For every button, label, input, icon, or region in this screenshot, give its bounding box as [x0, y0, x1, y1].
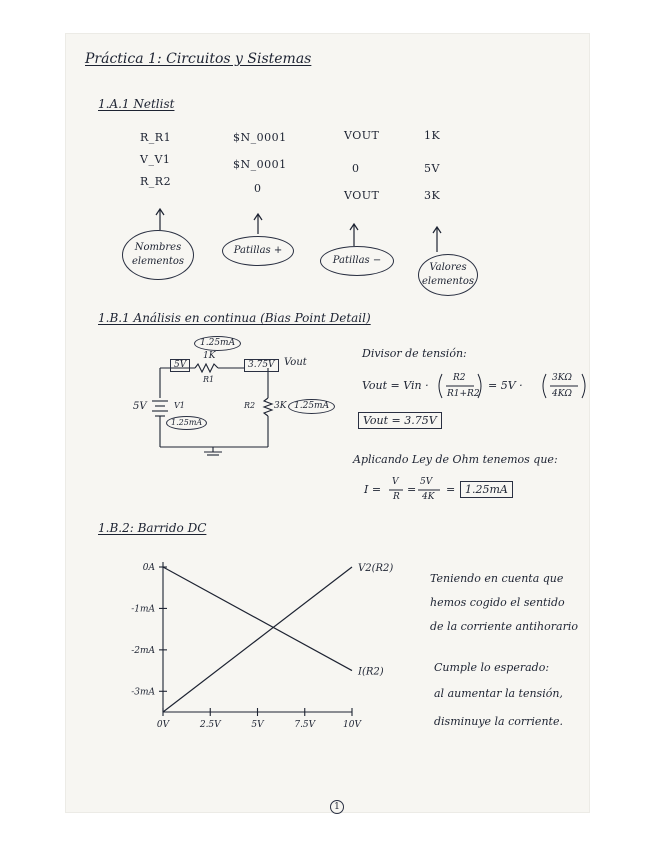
series-line — [163, 567, 352, 671]
circuit-r1-name: R1 — [203, 375, 215, 384]
frac3-den: R — [393, 492, 400, 502]
page-number: 1 — [330, 800, 344, 814]
circuit-source-current: 1.25mA — [166, 416, 207, 430]
x-tick-label: 5V — [251, 720, 264, 730]
y-tick-label: -1mA — [131, 604, 155, 615]
current-expr-left: I = — [364, 483, 382, 496]
x-tick-label: 7.5V — [294, 720, 316, 730]
sweep-conclusion-line-3: disminuye la corriente. — [434, 715, 563, 728]
series-label: V2(R2) — [358, 563, 394, 574]
netlist-cell-r1-neg: VOUT — [344, 129, 380, 142]
circuit-node-left: 5V — [170, 359, 190, 372]
y-tick-label: 0A — [142, 563, 155, 573]
circuit-r1-value: 1K — [203, 351, 216, 361]
netlist-cell-v1-name: V_V1 — [140, 153, 171, 166]
netlist-cell-r1-pos: $N_0001 — [233, 131, 287, 144]
netlist-cell-r2-val: 3K — [424, 189, 441, 202]
sweep-comment-line-2: hemos cogido el sentido — [430, 596, 565, 609]
frac4-num: 5V — [420, 477, 433, 487]
sweep-conclusion-line-1: Cumple lo esperado: — [434, 661, 550, 674]
netlist-cell-v1-val: 5V — [424, 162, 440, 175]
netlist-heading: 1.A.1 Netlist — [98, 97, 175, 111]
current-result: 1.25mA — [460, 481, 513, 498]
frac2-num: 3KΩ — [552, 373, 572, 383]
divider-label: Divisor de tensión: — [362, 347, 467, 360]
series-label: I(R2) — [358, 666, 384, 678]
netlist-cell-v1-neg: 0 — [352, 162, 360, 175]
netlist-cell-v1-pos: $N_0001 — [233, 158, 287, 171]
ohm-label: Aplicando Ley de Ohm tenemos que: — [353, 453, 558, 466]
circuit-r2-value: 3K — [274, 401, 287, 411]
circuit-r2-name: R2 — [244, 401, 256, 410]
netlist-cell-r2-name: R_R2 — [140, 175, 172, 188]
sweep-heading: 1.B.2: Barrido DC — [98, 521, 207, 535]
vout-expr-mid: = 5V · — [488, 379, 523, 392]
circuit-current-top: 1.25mA — [194, 336, 241, 351]
label-positive-pins: Patillas + — [222, 236, 294, 266]
frac1-num: R2 — [453, 373, 466, 383]
y-tick-label: -2mA — [131, 645, 155, 656]
eq-sign-2: = — [446, 483, 456, 496]
y-tick-label: -3mA — [131, 687, 155, 698]
frac3-num: V — [392, 477, 399, 487]
frac1-den: R1+R2 — [447, 389, 480, 399]
circuit-source-name: V1 — [174, 401, 185, 410]
circuit-source-voltage: 5V — [133, 401, 147, 412]
series-line — [163, 567, 352, 712]
vout-result: Vout = 3.75V — [358, 412, 442, 429]
frac4-den: 4K — [422, 492, 435, 502]
circuit-r2-current: 1.25mA — [288, 399, 335, 414]
label-element-values: Valores elementos — [418, 254, 478, 296]
netlist-cell-r1-val: 1K — [424, 129, 441, 142]
x-tick-label: 10V — [343, 720, 361, 730]
frac2-den: 4KΩ — [552, 389, 572, 399]
circuit-node-right: 3.75V — [244, 359, 279, 372]
label-element-names: Nombres elementos — [122, 230, 194, 280]
bias-heading: 1.B.1 Análisis en continua (Bias Point Detail) — [98, 311, 371, 325]
netlist-cell-r2-pos: 0 — [254, 182, 262, 195]
circuit-vout-label: Vout — [284, 357, 307, 368]
netlist-cell-r2-neg: VOUT — [344, 189, 380, 202]
eq-sign-1: = — [407, 483, 417, 496]
vout-expr-left: Vout = Vin · — [362, 379, 429, 392]
sweep-comment-line-1: Teniendo en cuenta que — [430, 572, 564, 585]
page-title: Práctica 1: Circuitos y Sistemas — [85, 51, 312, 67]
sweep-comment-line-3: de la corriente antihorario — [430, 620, 578, 633]
label-negative-pins: Patillas − — [320, 246, 394, 276]
netlist-cell-r1-name: R_R1 — [140, 131, 172, 144]
sweep-conclusion-line-2: al aumentar la tensión, — [434, 687, 563, 700]
x-tick-label: 0V — [156, 720, 170, 730]
x-tick-label: 2.5V — [199, 720, 221, 730]
